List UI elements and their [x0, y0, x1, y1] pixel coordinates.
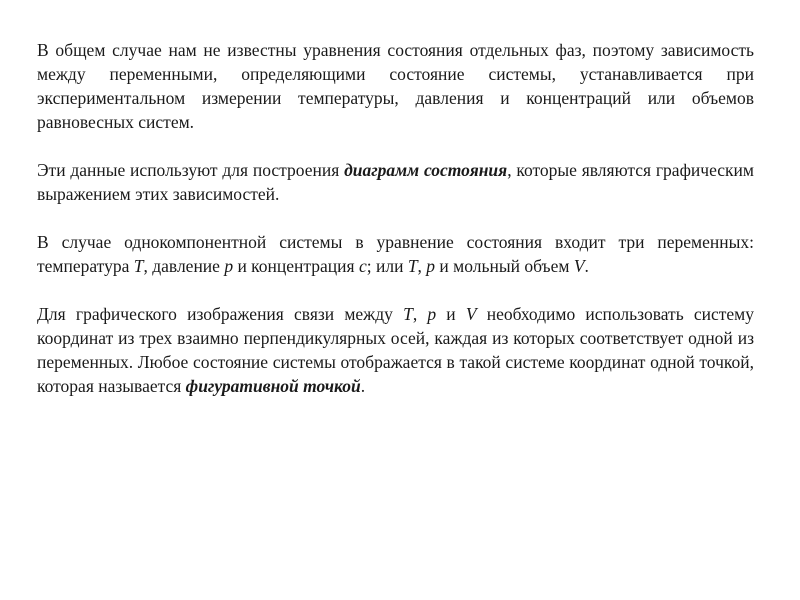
- variable-pressure-2: р: [426, 256, 436, 276]
- paragraph-coordinate-system: [37, 302, 754, 398]
- paragraph-2-after: , которые являются графическим выражением этих зависимостей.: [37, 160, 754, 204]
- variable-temperature-3: Т: [403, 304, 413, 324]
- paragraph-2-before: Эти данные используют для построения: [37, 160, 345, 180]
- variable-pressure-3: р: [427, 304, 437, 324]
- paragraph-1-text: В общем случае нам не известны уравнения состояния отдельных фаз, поэтому зависимость между переменными, определяющими состояние системы, устанавливается при экспериментальном измерении температуры, давления и концентраций или объемов равновесных систем.: [37, 40, 754, 132]
- paragraph-4-text-3: и: [436, 304, 466, 324]
- paragraph-3-text-7: .: [584, 256, 589, 276]
- paragraph-4-text-1: Для графического изображения связи между: [37, 304, 404, 324]
- variable-concentration: с: [358, 256, 367, 276]
- paragraph-3-text-4: ; или: [366, 256, 408, 276]
- variable-temperature: Т: [133, 256, 144, 276]
- variable-pressure: р: [224, 256, 234, 276]
- paragraph-4-text-4: необходимо использовать систему координат из трех взаимно перпендикулярных осей, каждая из которых соответствует одной из переменных. Любое состояние системы отображается в такой системе координат одной точкой, которая называется: [37, 304, 754, 396]
- paragraph-3-text-1: В случае однокомпонентной системы в уравнение состояния входит три переменных: температура: [37, 232, 754, 276]
- variable-volume-3: V: [465, 304, 477, 324]
- paragraph-3-text-3: и концентрация: [233, 256, 359, 276]
- paragraph-3-text-5: ,: [417, 256, 427, 276]
- paragraph-phase-diagrams: [37, 158, 754, 206]
- paragraph-one-component-system: [37, 230, 754, 278]
- paragraph-4-text-5: .: [360, 376, 366, 396]
- paragraph-4-text-2: ,: [412, 304, 428, 324]
- paragraph-3-text-2: , давление: [143, 256, 225, 276]
- variable-molar-volume: V: [573, 256, 585, 276]
- variable-temperature-2: Т: [407, 256, 418, 276]
- paragraph-3-text-6: и мольный объем: [435, 256, 574, 276]
- term-phase-diagrams: диаграмм состояния: [344, 160, 508, 180]
- paragraph-equations-of-state: [37, 38, 754, 134]
- term-figurative-point: фигуративной точкой: [185, 376, 361, 396]
